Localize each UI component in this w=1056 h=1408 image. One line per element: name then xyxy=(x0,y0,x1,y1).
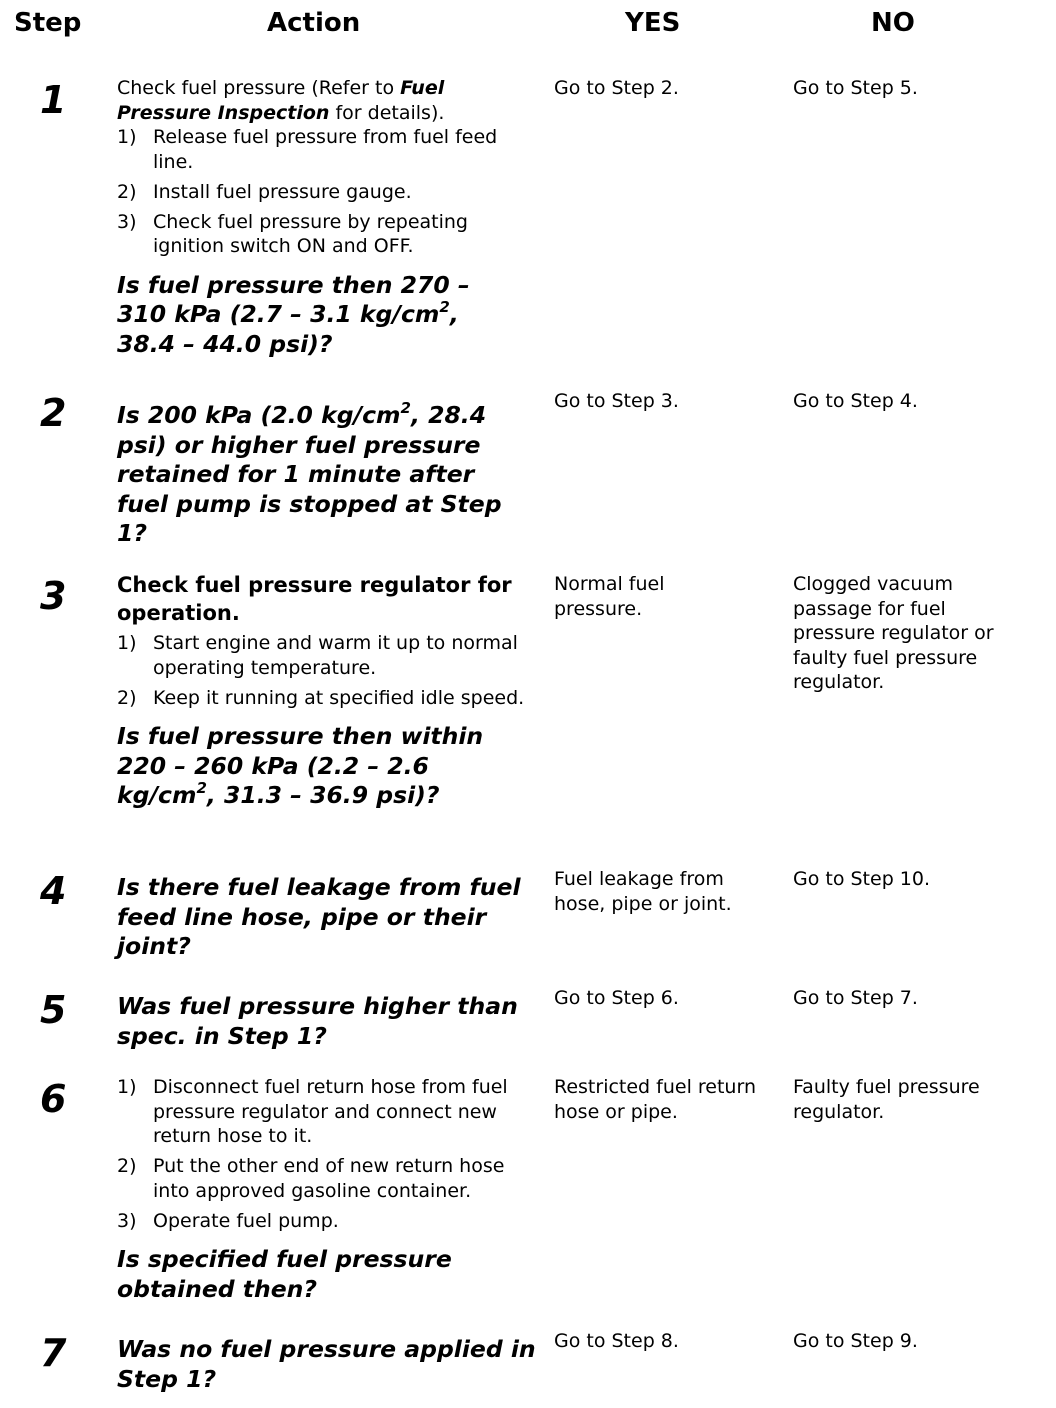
sub-step-text: Check fuel pressure by repeating ignition switch ON and OFF. xyxy=(153,210,468,257)
question xyxy=(117,271,517,360)
action-cell xyxy=(117,986,537,1051)
sub-step-number: 2) xyxy=(117,1155,137,1177)
no-result: Go to Step 4. xyxy=(793,390,918,412)
yes-result: Restricted fuel return hose or pipe. xyxy=(554,1076,756,1123)
step-number: 2 xyxy=(40,391,67,435)
header-no: NO xyxy=(871,8,915,38)
header-action: Action xyxy=(267,8,361,38)
question-text: Is fuel pressure then 270 – 310 kPa (2.7 – 3.1 kg/cm xyxy=(117,270,470,328)
step-number: 5 xyxy=(40,988,67,1032)
sub-step-number: 2) xyxy=(117,180,137,203)
yes-result: Fuel leakage from hose, pipe or joint. xyxy=(554,868,732,915)
yes-result: Go to Step 8. xyxy=(554,1330,679,1352)
question: Was fuel pressure higher than spec. in Step 1? xyxy=(117,992,518,1050)
question-text-end: , 31.3 – 36.9 psi)? xyxy=(206,781,440,809)
yes-result: Normal fuel pressure. xyxy=(554,573,665,620)
action-cell xyxy=(117,867,537,962)
step-number: 3 xyxy=(40,574,67,618)
header-yes: YES xyxy=(625,8,681,38)
sub-step xyxy=(117,631,537,680)
sub-step xyxy=(117,1075,537,1149)
action-cell xyxy=(117,1075,537,1304)
yes-result: Go to Step 2. xyxy=(554,77,679,99)
question: Is specified fuel pressure obtained then? xyxy=(117,1245,452,1303)
header-step: Step xyxy=(14,8,82,38)
action-cell xyxy=(117,76,537,359)
sub-step-number: 1) xyxy=(117,1076,137,1098)
sub-step-number: 3) xyxy=(117,210,137,233)
sub-step xyxy=(117,1209,537,1234)
sub-step-text: Disconnect fuel return hose from fuel pressure regulator and connect new return hose to it. xyxy=(153,1076,508,1147)
sub-step xyxy=(117,1154,537,1203)
question-text: Is 200 kPa (2.0 kg/cm xyxy=(117,401,401,429)
sub-step-number: 1) xyxy=(117,126,137,148)
step-number: 1 xyxy=(40,78,67,122)
sub-step-list xyxy=(117,631,537,710)
question-text: Is fuel pressure then within 220 – 260 kPa (2.2 – 2.6 kg/cm xyxy=(117,722,484,809)
step-number: 7 xyxy=(40,1331,67,1375)
sub-step-text: Keep it running at specified idle speed. xyxy=(153,686,525,709)
sub-step xyxy=(117,686,537,711)
step-number: 4 xyxy=(40,869,67,913)
step-number: 6 xyxy=(40,1077,67,1121)
no-result: Go to Step 9. xyxy=(793,1330,918,1352)
action-heading: Check fuel pressure regulator for operation. xyxy=(117,573,512,625)
sub-step-text: Operate fuel pump. xyxy=(153,1209,339,1232)
sub-step-text: Put the other end of new return hose into approved gasoline container. xyxy=(153,1155,505,1202)
no-result: Go to Step 10. xyxy=(793,868,931,890)
no-result: Go to Step 5. xyxy=(793,77,918,99)
sub-step-number: 2) xyxy=(117,686,137,709)
sub-step-text: Release fuel pressure from fuel feed line. xyxy=(153,126,498,173)
sub-step-number: 1) xyxy=(117,632,137,654)
action-cell xyxy=(117,572,537,811)
question xyxy=(117,722,512,811)
question-text-end: , 38.4 – 44.0 psi)? xyxy=(117,300,459,358)
sub-step xyxy=(117,180,537,205)
sub-step-list xyxy=(117,1075,537,1233)
sub-step-text: Install fuel pressure gauge. xyxy=(153,180,412,203)
superscript: 2 xyxy=(196,779,207,797)
reference-link: Fuel Pressure Inspection xyxy=(117,77,445,124)
sub-step xyxy=(117,125,537,174)
check-text-end: for details). xyxy=(329,101,445,124)
action-cell xyxy=(117,1329,537,1394)
yes-result: Go to Step 6. xyxy=(554,987,679,1009)
superscript: 2 xyxy=(400,399,411,417)
question: Was no fuel pressure applied in Step 1? xyxy=(117,1335,536,1393)
superscript: 2 xyxy=(439,298,450,316)
no-result: Go to Step 7. xyxy=(793,987,918,1009)
action-cell xyxy=(117,389,537,549)
no-result: Faulty fuel pressure regulator. xyxy=(793,1076,980,1123)
sub-step-number: 3) xyxy=(117,1209,137,1232)
question xyxy=(117,401,522,549)
question-text-end: , 28.4 psi) or higher fuel pressure retained for 1 minute after fuel pump is stopped at Step 1? xyxy=(117,401,502,547)
check-text: Check fuel pressure (Refer to xyxy=(117,77,401,99)
yes-result: Go to Step 3. xyxy=(554,390,679,412)
check-instruction xyxy=(117,76,537,125)
no-result: Clogged vacuum passage for fuel pressure regulator or faulty fuel pressure regulator. xyxy=(793,573,994,693)
sub-step xyxy=(117,210,537,259)
question: Is there fuel leakage from fuel feed line hose, pipe or their joint? xyxy=(117,873,521,960)
sub-step-list xyxy=(117,125,537,259)
sub-step-text: Start engine and warm it up to normal operating temperature. xyxy=(153,632,518,679)
